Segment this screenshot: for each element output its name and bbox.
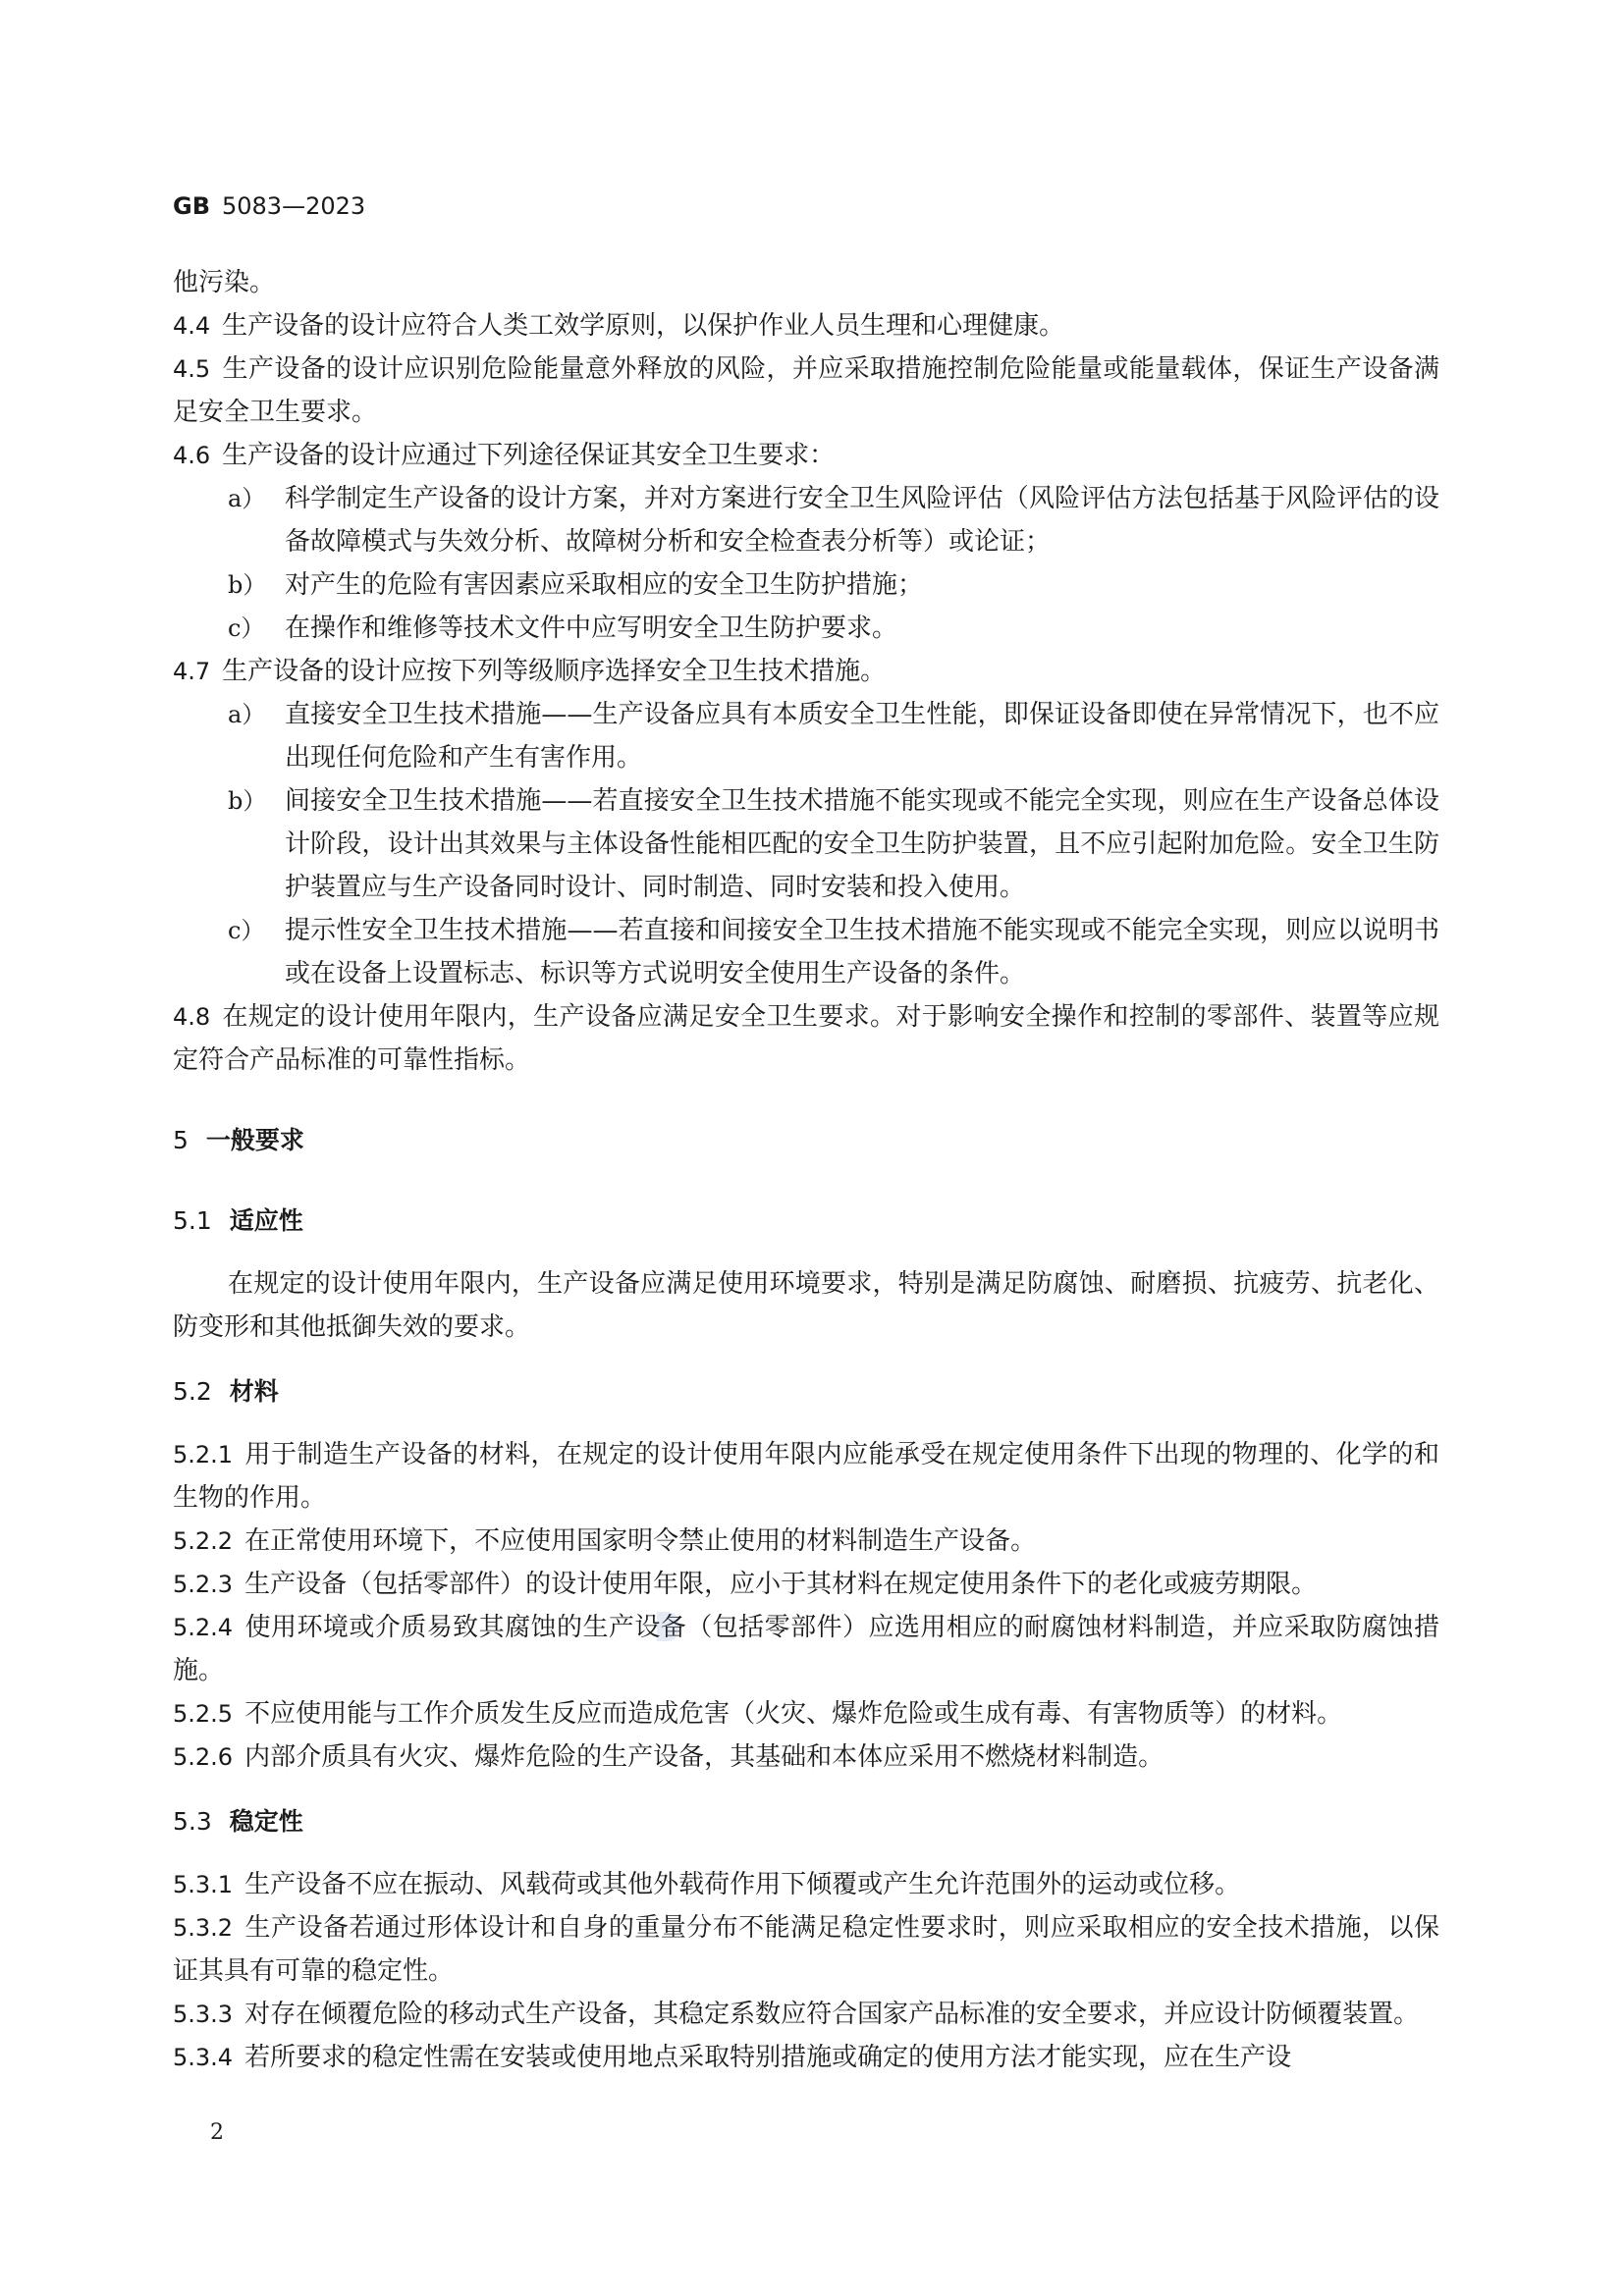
clause-4-4: 4.4 生产设备的设计应符合人类工效学原则，以保护作业人员生理和心理健康。 [173, 311, 1065, 341]
document-body [173, 261, 1439, 2079]
clause-5-2-6: 5.2.6 内部介质具有火灾、爆炸危险的生产设备，其基础和本体应采用不燃烧材料制造。 [173, 1742, 1164, 1772]
clause-5-2-5: 5.2.5 不应使用能与工作介质发生反应而造成危害（火灾、爆炸危险或生成有毒、有害物质等）的材料。 [173, 1699, 1343, 1729]
section-5-3-heading: 5.3 稳定性 [173, 1807, 303, 1836]
clause-4-6-a: a） 科学制定生产设备的设计方案，并对方案进行安全卫生风险评估（风险评估方法包括基于风险评估的设备故障模式与失效分析、故障树分析和安全检查表分析等）或论证； [228, 484, 1439, 557]
clause-4-6-b: b） 对产生的危险有害因素应采取相应的安全卫生防护措施； [228, 570, 924, 600]
standard-code: GB [173, 192, 210, 220]
clause-5-2-1: 5.2.1 用于制造生产设备的材料，在规定的设计使用年限内应能承受在规定使用条件下出现的物理的、化学的和生物的作用。 [173, 1440, 1439, 1513]
section-5-1-heading: 5.1 适应性 [173, 1206, 303, 1235]
clause-5-2-3: 5.2.3 生产设备（包括零部件）的设计使用年限，应小于其材料在规定使用条件下的老化或疲劳期限。 [173, 1570, 1318, 1599]
clause-5-3-4: 5.3.4 若所要求的稳定性需在安装或使用地点采取特别措施或确定的使用方法才能实现，应在生产设 [173, 2043, 1292, 2072]
clause-4-7-a: a） 直接安全卫生技术措施——生产设备应具有本质安全卫生性能，即保证设备即使在异常情况下，也不应出现任何危险和产生有害作用。 [228, 700, 1439, 773]
clause-4-6-c: c） 在操作和维修等技术文件中应写明安全卫生防护要求。 [228, 614, 898, 643]
clause-4-7: 4.7 生产设备的设计应按下列等级顺序选择安全卫生技术措施。 [173, 657, 887, 686]
clause-5-2-2: 5.2.2 在正常使用环境下，不应使用国家明令禁止使用的材料制造生产设备。 [173, 1526, 1037, 1556]
standard-header [173, 192, 365, 220]
clause-5-3-1: 5.3.1 生产设备不应在振动、风载荷或其他外载荷作用下倾覆或产生允许范围外的运动或位移。 [173, 1870, 1241, 1899]
section-5-2-heading: 5.2 材料 [173, 1377, 279, 1406]
page-number: 2 [210, 2120, 224, 2145]
clause-5-3-2: 5.3.2 生产设备若通过形体设计和自身的重量分布不能满足稳定性要求时，则应采取相应的安全技术措施，以保证其具有可靠的稳定性。 [173, 1913, 1439, 1986]
standard-number: 5083—2023 [222, 192, 366, 220]
watermark-icon [653, 1610, 680, 1643]
paragraph-continued: 他污染。 [173, 268, 276, 297]
clause-4-5: 4.5 生产设备的设计应识别危险能量意外释放的风险，并应采取措施控制危险能量或能量载体，保证生产设备满足安全卫生要求。 [173, 354, 1439, 427]
clause-5-1-text: 在规定的设计使用年限内，生产设备应满足使用环境要求，特别是满足防腐蚀、耐磨损、抗疲劳、抗老化、防变形和其他抵御失效的要求。 [173, 1269, 1439, 1342]
clause-5-2-4: 5.2.4 使用环境或介质易致其腐蚀的生产设备（包括零部件）应选用相应的耐腐蚀材料制造，并应采取防腐蚀措施。 [173, 1613, 1439, 1685]
clause-5-3-3: 5.3.3 对存在倾覆危险的移动式生产设备，其稳定系数应符合国家产品标准的安全要求，并应设计防倾覆装置。 [173, 2000, 1420, 2029]
clause-4-6: 4.6 生产设备的设计应通过下列途径保证其安全卫生要求： [173, 441, 836, 470]
clause-4-7-c: c） 提示性安全卫生技术措施——若直接和间接安全卫生技术措施不能实现或不能完全实现，则应以说明书或在设备上设置标志、标识等方式说明安全使用生产设备的条件。 [228, 916, 1439, 988]
section-5-heading: 5 一般要求 [173, 1126, 304, 1154]
clause-4-8: 4.8 在规定的设计使用年限内，生产设备应满足安全卫生要求。对于影响安全操作和控制的零部件、装置等应规定符合产品标准的可靠性指标。 [173, 1002, 1439, 1075]
clause-4-7-b: b） 间接安全卫生技术措施——若直接安全卫生技术措施不能实现或不能完全实现，则应在生产设备总体设计阶段，设计出其效果与主体设备性能相匹配的安全卫生防护装置，且不应引起附加危险。安全卫生防护装置应与生产设备同时设计、同时制造、同时安装和投入使用。 [228, 786, 1439, 902]
